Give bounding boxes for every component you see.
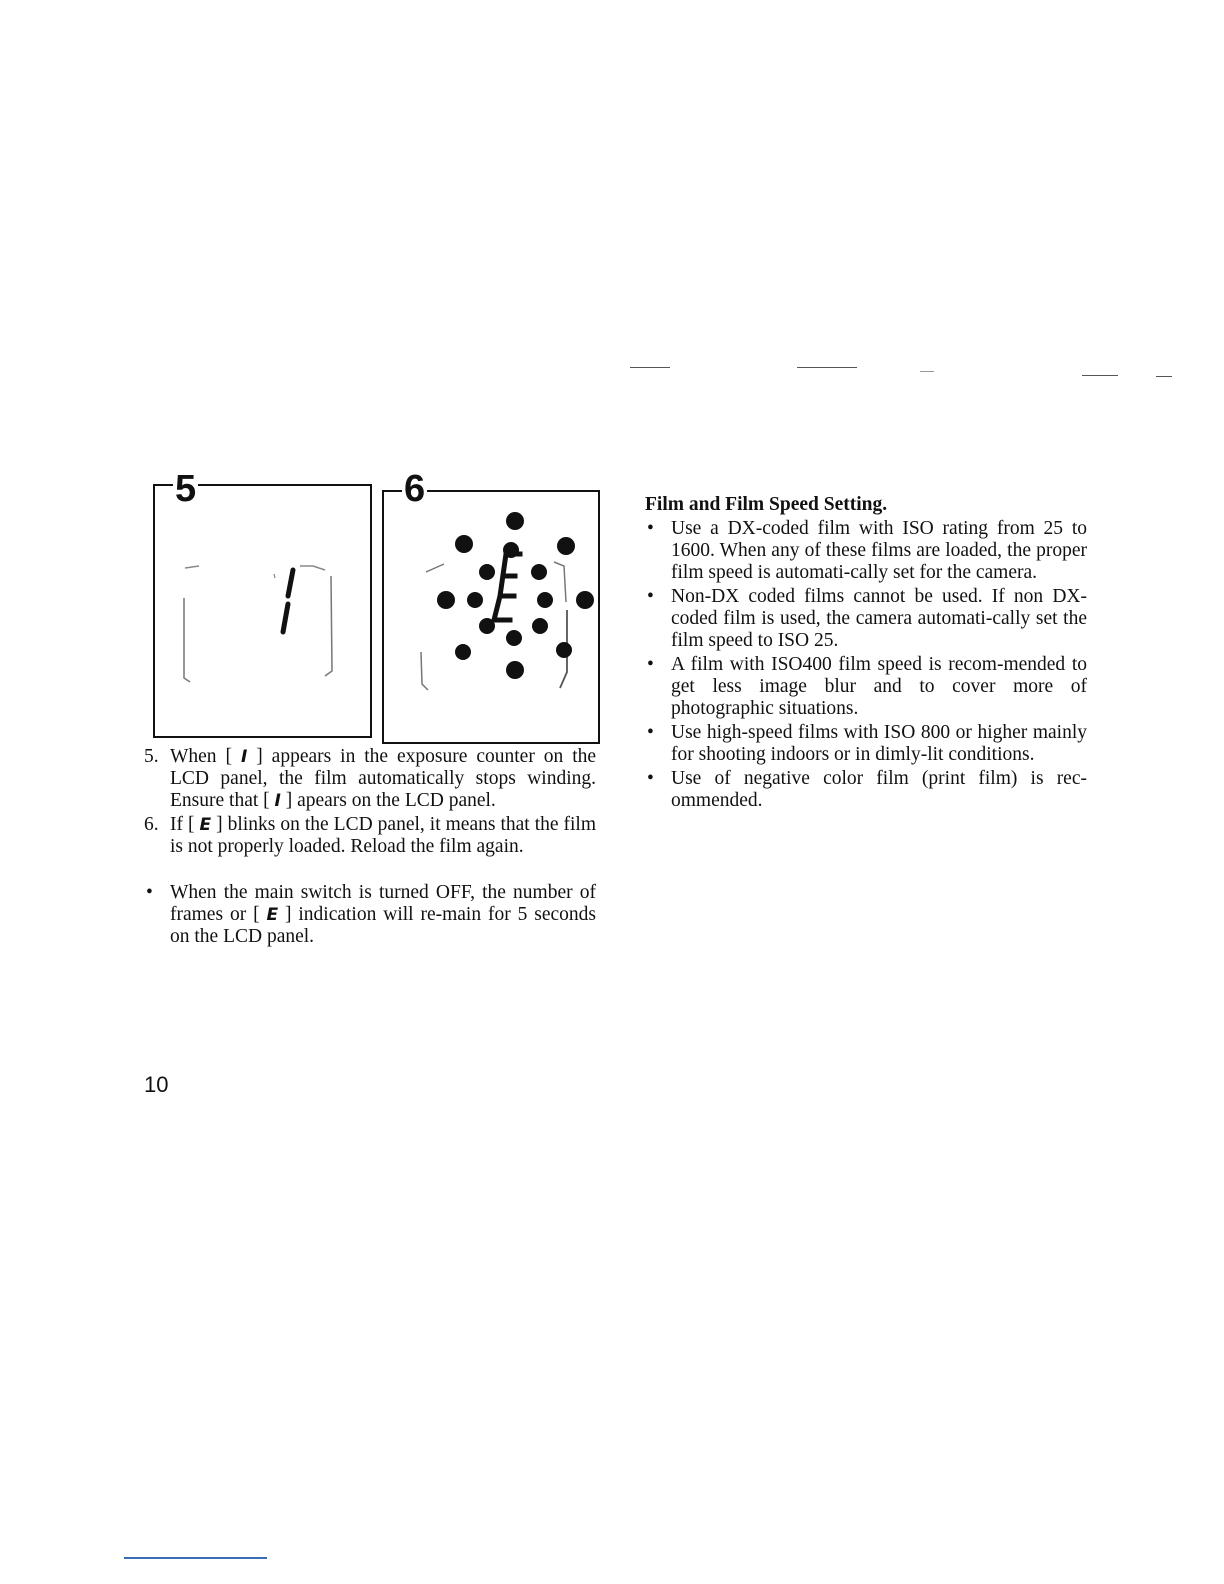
lcd-digit-one: I: [240, 747, 248, 767]
step-text: ] apears on the LCD panel.: [285, 790, 496, 811]
bullet-icon: •: [647, 722, 654, 743]
step-number: 6.: [144, 814, 159, 835]
scan-mark: [920, 371, 934, 372]
section-title: Film and Film Speed Setting.: [645, 494, 888, 515]
step-text: ] blinks on the LCD panel, it means that the film is not properly loaded. Reload the film again.: [170, 814, 597, 857]
scan-mark: [797, 367, 857, 368]
lcd-letter-e: E: [266, 905, 279, 925]
bullet-item: [645, 722, 1087, 766]
bullet-text: Use high-speed films with ISO 800 or higher mainly for shooting indoors or in dimly-lit conditions.: [671, 722, 1087, 765]
lcd-digit-one: I: [274, 791, 281, 811]
note-text: ] indication will re-main for 5 seconds on the LCD panel.: [170, 904, 596, 947]
step-number: 5.: [144, 746, 159, 767]
step-text: ] appears in the exposure counter on the LCD panel, the film automatically stops winding. Ensure that [: [170, 746, 597, 811]
bullet-item: [645, 768, 1087, 812]
bullet-icon: •: [647, 654, 654, 675]
figure-number: 6: [404, 468, 426, 510]
note-text: When the main switch is turned OFF, the number of frames or [: [170, 882, 596, 925]
step-text: If [: [170, 814, 195, 835]
step-text: When [: [170, 746, 232, 767]
step-6: [144, 814, 596, 858]
page-number: 10: [144, 1072, 169, 1097]
bullet-text: Use a DX-coded film with ISO rating from 25 to 1600. When any of these films are loaded, the proper film speed is automati-cally set for the camera.: [671, 518, 1087, 583]
bullet-text: A film with ISO400 film speed is recom-mended to get less image blur and to cover more of photographic situations.: [671, 654, 1087, 719]
bullet-icon: •: [146, 882, 153, 903]
figure-6-lcd-blinking-e: [382, 468, 600, 744]
bullet-icon: •: [647, 768, 654, 789]
lcd-letter-e: E: [199, 815, 212, 835]
figure-5-lcd-counter: [153, 468, 372, 738]
left-column: [144, 746, 596, 948]
figure-number: 5: [175, 468, 197, 510]
right-column: [645, 494, 1087, 814]
bullet-item: [645, 654, 1087, 720]
bullet-text: Non-DX coded films cannot be used. If non DX-coded film is used, the camera automati-cally set the film speed to ISO 25.: [671, 586, 1087, 651]
scan-mark: [1156, 376, 1172, 377]
bullet-icon: •: [647, 518, 654, 539]
scan-mark: [1082, 375, 1118, 376]
main-switch-note: [144, 882, 596, 948]
bullet-item: [645, 586, 1087, 652]
bullet-icon: •: [647, 586, 654, 607]
scan-mark: [630, 367, 670, 368]
bullet-text: Use of negative color film (print film) is rec-ommended.: [671, 768, 1087, 811]
lcd-panel-illustration: [155, 486, 370, 736]
bullet-item: [645, 518, 1087, 584]
step-5: [144, 746, 596, 812]
bottom-rule: [124, 1557, 267, 1559]
lcd-blink-illustration: [384, 492, 598, 742]
